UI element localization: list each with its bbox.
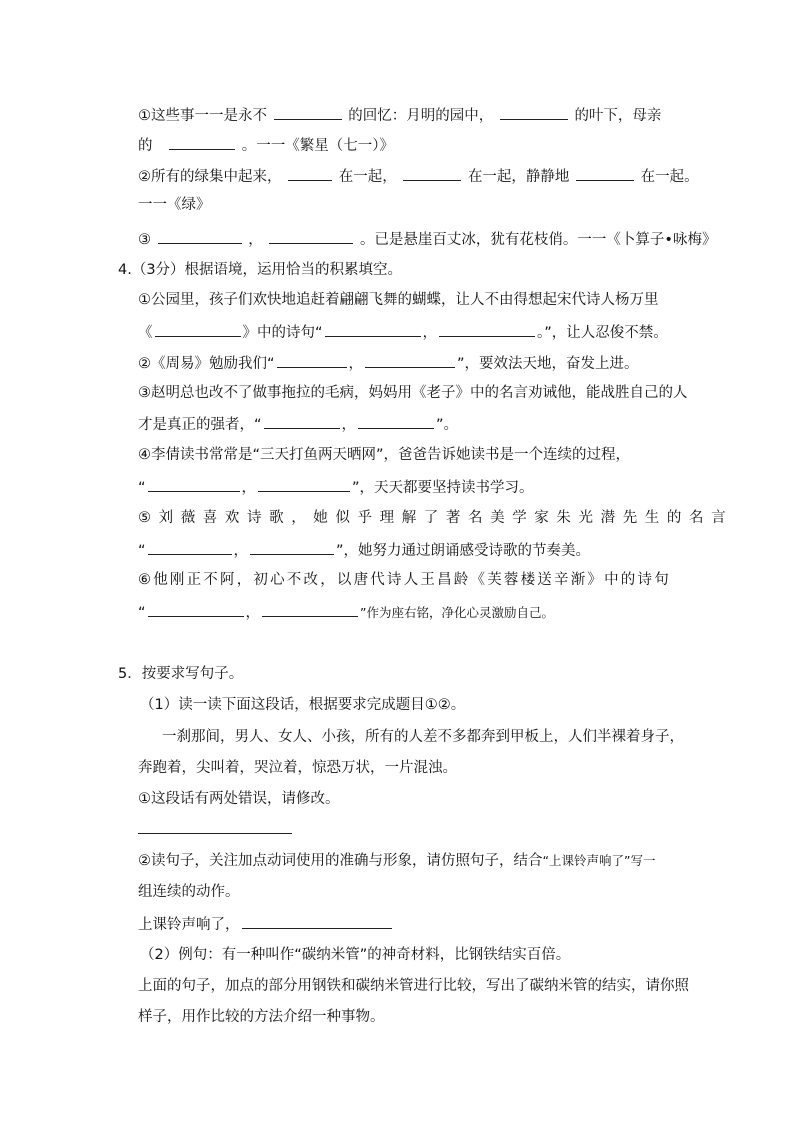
q3-item1-line2 — [138, 134, 394, 156]
answer-blank[interactable] — [258, 476, 350, 492]
answer-blank[interactable] — [500, 104, 568, 120]
q5-explain-line2: 样子，用作比较的方法介绍一种事物。 — [138, 1009, 385, 1025]
q3-item1-text-d: 的 — [138, 138, 153, 154]
q5-passage-line2: 奔跑着，尖叫着，哭泣着，惊恐万状，一片混浊。 — [138, 760, 457, 776]
q3-item2-text-a: ②所有的绿集中起来， — [138, 169, 282, 185]
q4-item4-text-b: ， — [241, 480, 257, 496]
q4-item1-line2 — [138, 321, 668, 343]
answer-blank[interactable] — [274, 104, 342, 120]
q3-item1-text-e: 。一一《繁星（七一）》 — [241, 138, 394, 154]
q3-item3-line1 — [138, 228, 717, 250]
answer-blank[interactable] — [250, 539, 334, 555]
q4-item2-text-b: ， — [348, 356, 364, 372]
q3-item1-text-b: 的回忆：月明的园中， — [348, 108, 494, 124]
q4-item4-text-a: “ — [138, 480, 146, 496]
q4-item3-line2 — [138, 413, 458, 435]
q3-item2-line1 — [138, 165, 699, 187]
q4-item2-text-a: ②《周易》勉励我们“ — [138, 356, 275, 372]
q4-item3-text-b: ， — [341, 417, 357, 433]
q4-item6-line1: ⑥他刚正不阿，初心不改，以唐代诗人王昌龄《芙蓉楼送辛渐》中的诗句 — [138, 572, 671, 588]
answer-blank[interactable] — [148, 539, 232, 555]
q3-item2-line2: 一一《绿》 — [138, 197, 211, 213]
q4-item3-line1: ③赵明总也改不了做事拖拉的毛病，妈妈用《老子》中的名言劝诫他，能战胜自己的人 — [138, 385, 688, 401]
answer-blank[interactable] — [158, 228, 242, 244]
answer-line[interactable] — [138, 833, 292, 834]
q4-item5-text-a: “ — [138, 543, 146, 559]
q3-item2-text-d: 在一起。 — [640, 169, 699, 185]
answer-blank[interactable] — [169, 134, 235, 150]
q4-item6-text-b: ， — [245, 605, 261, 621]
q4-item5-text-c: ”，她努力通过朗诵感受诗歌的节奏美。 — [336, 543, 591, 559]
q4-item4-line2 — [138, 476, 534, 498]
answer-blank[interactable] — [325, 321, 421, 337]
q5-header: 5．按要求写句子。 — [118, 666, 244, 682]
q5-explain-line1: 上面的句子，加点的部分用钢铁和碳纳米管进行比较，写出了碳纳米管的结实，请你照 — [138, 978, 689, 994]
q4-item2-line — [138, 352, 639, 374]
answer-blank[interactable] — [148, 476, 240, 492]
answer-blank[interactable] — [288, 165, 332, 181]
q4-item6-text-c: ”作为座右铭，净化心灵激励自己。 — [360, 605, 554, 620]
q4-item2-text-c: ”，要效法天地，奋发上进。 — [457, 356, 639, 372]
q4-item3-text-a: 才是真正的强者，“ — [138, 417, 262, 433]
q3-item3-text-a: ③ — [138, 232, 151, 248]
q5-prompt-label: 上课铃声响了， — [138, 917, 240, 933]
q5-sub1: （1）读一读下面这段话，根据要求完成题目①②。 — [140, 697, 466, 713]
q5-task2-line2: 组连续的动作。 — [138, 884, 240, 900]
q5-task2-text-b: “上课铃声响了”写一 — [542, 853, 656, 868]
answer-blank[interactable] — [365, 352, 455, 368]
answer-blank[interactable] — [439, 321, 535, 337]
q3-item3-text-b: ， — [248, 232, 263, 248]
q4-item1-text-c: ， — [422, 325, 438, 341]
q4-item1-text-b: 》中的诗句“ — [242, 325, 323, 341]
q4-item5-line1: ⑤刘薇喜欢诗歌，她似乎理解了著名美学家朱光潜先生的名言 — [138, 510, 734, 526]
q3-item2-text-b: 在一起， — [338, 169, 397, 185]
q3-item2-text-c: 在一起，静静地 — [467, 169, 570, 185]
q5-sub2: （2）例句：有一种叫作“碳纳米管”的神奇材料，比钢铁结实百倍。 — [140, 947, 571, 963]
q3-item1-line1 — [138, 104, 661, 126]
answer-blank[interactable] — [262, 601, 358, 617]
q5-task1: ①这段话有两处错误，请修改。 — [138, 791, 340, 807]
answer-blank[interactable] — [242, 913, 392, 929]
answer-blank[interactable] — [277, 352, 347, 368]
q5-task2-text-a: ②读句子，关注加点动词使用的准确与形象，请仿照句子，结合 — [138, 853, 543, 869]
q4-item4-text-c: ”，天天都要坚持读书学习。 — [352, 480, 534, 496]
q3-item3-text-c: 。已是悬崖百丈冰，犹有花枝俏。一一《卜算子•咏梅》 — [359, 232, 717, 248]
q4-item1-line1: ①公园里，孩子们欢快地追赶着翩翩飞舞的蝴蝶，让人不由得想起宋代诗人杨万里 — [138, 292, 659, 308]
q4-item6-line2 — [138, 601, 554, 623]
q3-item1-text-a: ①这些事一一是永不 — [138, 108, 267, 124]
answer-blank[interactable] — [403, 165, 461, 181]
q4-item1-text-d: 。”，让人忍俊不禁。 — [537, 325, 668, 341]
q4-item1-text-a: 《 — [138, 325, 153, 341]
answer-blank[interactable] — [358, 413, 434, 429]
q4-item5-line2 — [138, 539, 590, 561]
answer-blank[interactable] — [269, 228, 353, 244]
q5-task2-line1 — [138, 851, 655, 871]
answer-blank[interactable] — [155, 321, 241, 337]
q4-item6-text-a: “ — [138, 605, 146, 621]
q4-header: 4.（3分）根据语境，运用恰当的积累填空。 — [118, 262, 403, 278]
q3-item1-text-c: 的叶下，母亲 — [574, 108, 662, 124]
q5-passage-line1: 一刹那间，男人、女人、小孩，所有的人差不多都奔到甲板上，人们半裸着身子， — [162, 729, 684, 745]
q4-item5-text-b: ， — [233, 543, 249, 559]
answer-blank[interactable] — [576, 165, 634, 181]
q4-item4-line1: ④李倩读书常常是“三天打鱼两天晒网”，爸爸告诉她读书是一个连续的过程， — [138, 447, 631, 463]
q5-prompt-line — [138, 913, 394, 935]
answer-blank[interactable] — [264, 413, 340, 429]
q4-item3-text-c: ”。 — [436, 417, 459, 433]
answer-blank[interactable] — [148, 601, 244, 617]
